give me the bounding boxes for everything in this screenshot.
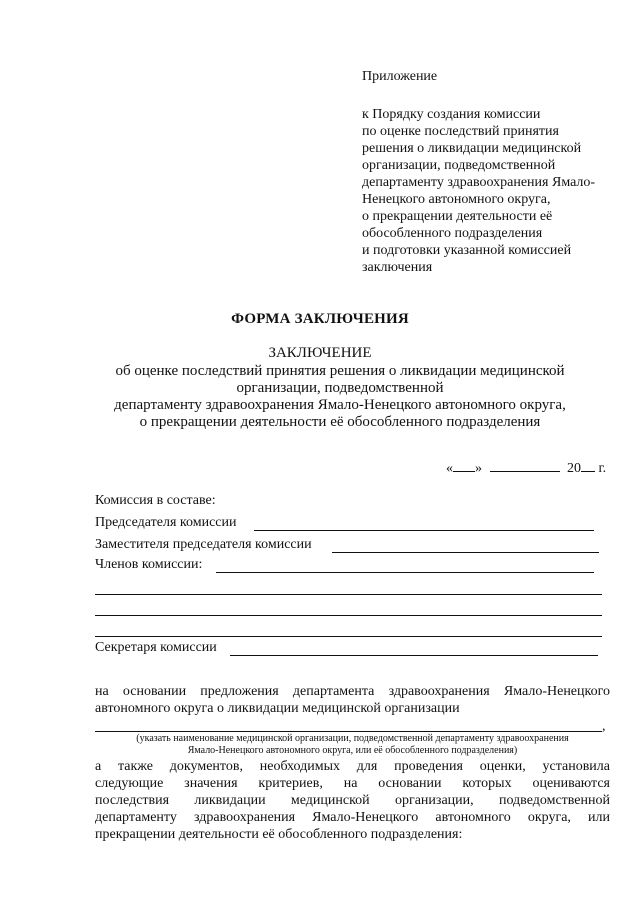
body-line: а также документов, необходимых для проведения оценки, установила (95, 759, 610, 774)
basis-line: автономного округа о ликвидации медицинской организации (95, 701, 460, 716)
appendix-line: Ненецкого автономного округа, (362, 192, 551, 207)
note-line: Ямало-Ненецкого автономного округа, или её обособленного подразделения) (187, 745, 518, 756)
appendix-line: заключения (362, 260, 433, 275)
year-blank[interactable] (581, 459, 595, 472)
year-prefix: 20 (567, 461, 581, 476)
appendix-line: департаменту здравоохранения Ямало- (362, 175, 596, 190)
body-line: следующие значения критериев, на основании которых оцениваются (95, 776, 610, 791)
appendix-line: решения о ликвидации медицинской (362, 141, 582, 156)
body-line: последствия ликвидации медицинской организации, подведомственной (95, 793, 610, 808)
members-blank-line[interactable] (95, 594, 602, 595)
appendix-line: обособленного подразделения (362, 226, 543, 241)
date-open-quote: « (446, 461, 453, 476)
form-title: ФОРМА ЗАКЛЮЧЕНИЯ (231, 311, 409, 327)
members-blank[interactable] (216, 572, 594, 573)
conclusion-title: ЗАКЛЮЧЕНИЕ (268, 345, 372, 361)
appendix-line: к Порядку создания комиссии (362, 107, 541, 122)
subtitle-line: департаменту здравоохранения Ямало-Ненецкого автономного округа, (114, 397, 566, 413)
body-paragraph (95, 758, 610, 843)
deputy-label: Заместителя председателя комиссии (95, 537, 312, 552)
members-blank-line[interactable] (95, 615, 602, 616)
chairman-blank[interactable] (254, 530, 594, 531)
conclusion-subtitle (60, 363, 620, 431)
composition-label: Комиссия в составе: (95, 493, 216, 508)
year-suffix: г. (598, 461, 607, 476)
note-line: (указать наименование медицинской организации, подведомственной департаменту здравоохранения (136, 733, 569, 744)
appendix-title: Приложение (362, 69, 438, 84)
basis-comma: , (602, 719, 606, 734)
date-close-quote: » (475, 461, 482, 476)
members-label: Членов комиссии: (95, 557, 203, 572)
appendix-line: о прекращении деятельности её (362, 209, 553, 224)
basis-line: на основании предложения департамента здравоохранения Ямало-Ненецкого (95, 684, 610, 699)
month-blank[interactable] (490, 459, 560, 472)
secretary-label: Секретаря комиссии (95, 640, 217, 655)
members-blank-line[interactable] (95, 636, 602, 637)
body-line: прекращении деятельности её обособленного подразделения: (95, 827, 463, 842)
appendix-line: организации, подведомственной (362, 158, 556, 173)
date-field[interactable] (446, 459, 606, 477)
organization-note (95, 733, 610, 757)
day-blank[interactable] (453, 459, 475, 472)
subtitle-line: о прекращении деятельности её обособленного подразделения (139, 414, 541, 430)
organization-name-blank[interactable] (95, 731, 602, 732)
chairman-label: Председателя комиссии (95, 515, 237, 530)
appendix-line: и подготовки указанной комиссией (362, 243, 572, 258)
appendix-line: по оценке последствий принятия (362, 124, 559, 139)
subtitle-line: организации, подведомственной (236, 380, 444, 396)
subtitle-line: об оценке последствий принятия решения о ликвидации медицинской (115, 363, 565, 379)
basis-paragraph (95, 683, 610, 717)
secretary-blank[interactable] (230, 655, 598, 656)
deputy-blank[interactable] (332, 552, 599, 553)
body-line: департаменту здравоохранения Ямало-Ненецкого автономного округа, или (95, 810, 610, 825)
appendix-block (362, 68, 612, 276)
